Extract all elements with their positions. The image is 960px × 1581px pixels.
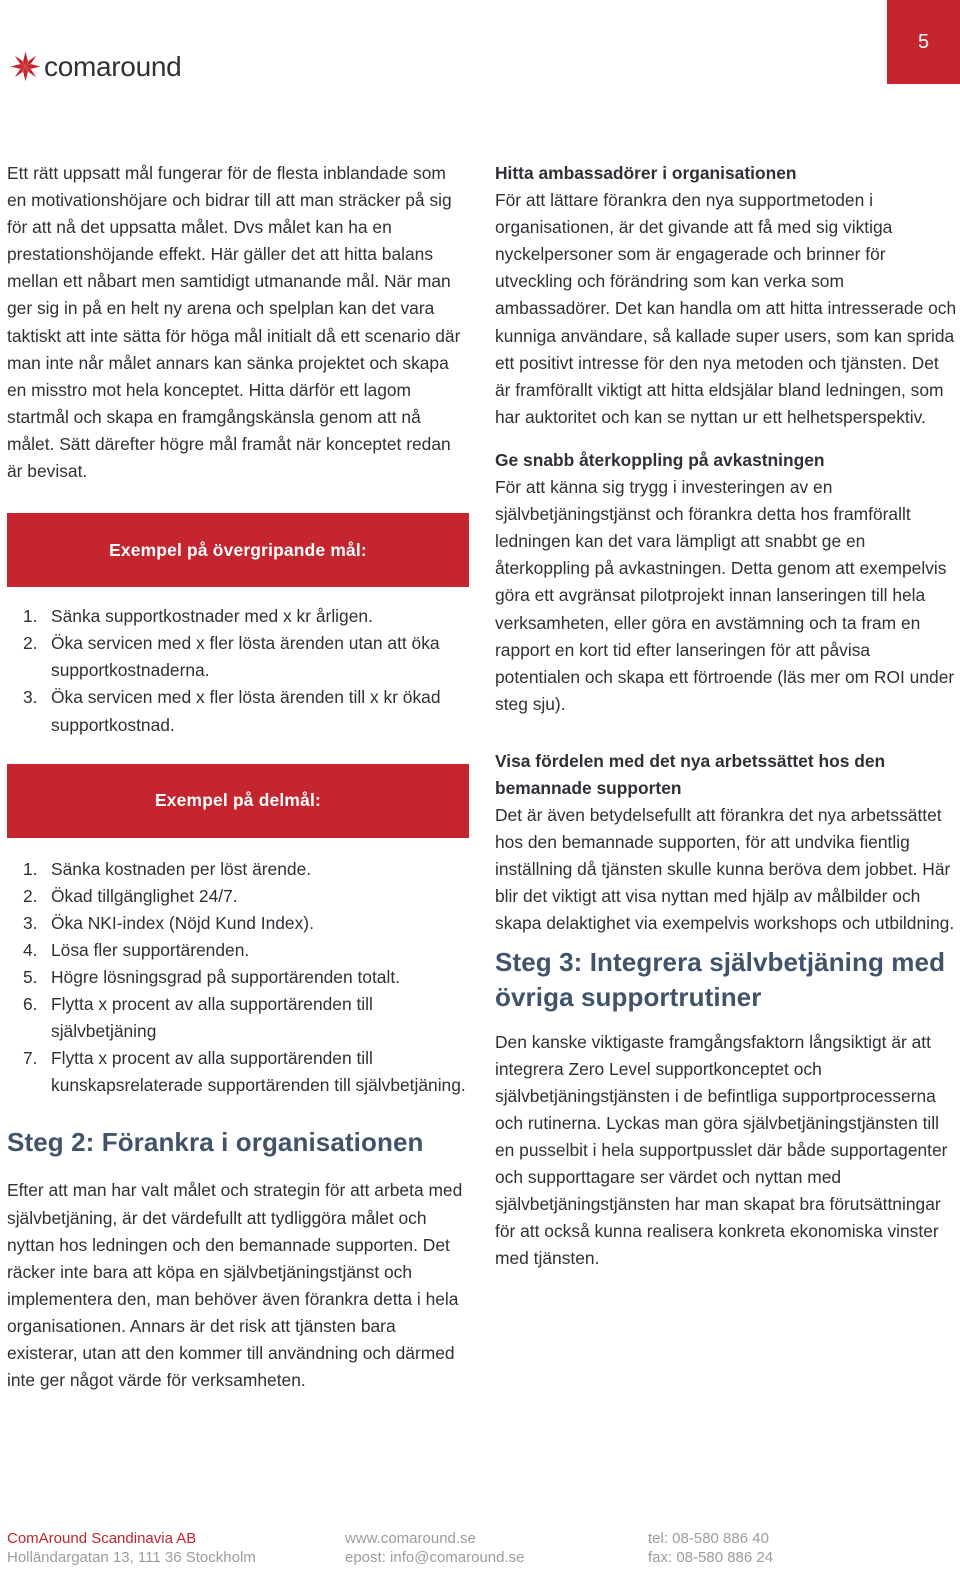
list-item: 3. Öka NKI-index (Nöjd Kund Index). <box>23 912 314 933</box>
heading-step-3: Steg 3: Integrera självbetjäning med övriga supportrutiner <box>495 946 946 1012</box>
section-feedback <box>495 447 957 718</box>
footer-fax: fax: 08-580 886 24 <box>648 1548 774 1566</box>
list-item: 4. Lösa fler supportärenden. <box>23 939 250 960</box>
list-item: 6. Flytta x procent av alla supportärenden till självbetjäning <box>23 994 373 1042</box>
logo-wordmark: comaround <box>44 50 182 82</box>
footer-website-link[interactable]: www.comaround.se <box>345 1530 476 1547</box>
step-2-paragraph: Efter att man har valt målet och strategin för att arbeta med självbetjäning, är det värdefullt att tydliggöra målet och nyttan hos ledningen och den bemannade supporten. Det räcker inte bara att köpa en självbetjäningstjänst och implementera den, man behöver även förankra detta i hela organisationen. Annars är det risk att tjänsten bara existerar, utan att den kommer till användning och därmed inte ger något värde för verksamheten. <box>7 1180 463 1391</box>
footer-tel: tel: 08-580 886 40 <box>648 1530 769 1547</box>
step-3-paragraph: Den kanske viktigaste framgångsfaktorn långsiktigt är att integrera Zero Level supportkonceptet och självbetjäningstjänsten i de befintliga supportprocesserna och rutinerna. Lyckas man göra självbetjäningstjänsten till en pusselbit i hela supportpusslet där både supportagenter och supporttagare ser värdet och nyttan med självbetjäningstjänsten har man skapat bra förutsättningar för att också kunna realisera konkreta ekonomiska vinster med tjänsten. <box>495 1031 948 1269</box>
overall-goals-list <box>7 603 469 738</box>
heading-step-2: Steg 2: Förankra i organisationen <box>7 1127 424 1158</box>
footer-phone <box>648 1530 773 1567</box>
list-item: 7. Flytta x procent av alla supportärenden till kunskapsrelaterade supportärenden till självbetjäning. <box>23 1048 466 1096</box>
star-logo-icon <box>9 50 42 83</box>
section-ambassadors <box>495 160 957 431</box>
sub-goals-list <box>7 856 469 1100</box>
section-title: Visa fördelen med det nya arbetssättet hos den bemannade supporten <box>495 750 886 798</box>
intro-paragraph: Ett rätt uppsatt mål fungerar för de flesta inblandade som en motivationshöjare och bidrar till att man sträcker på sig för att nå det uppsatta målet. Dvs målet kan ha en prestationshöjande effekt. Här gäller det att hitta balans mellan ett nåbart men samtidigt utmanande mål. När man ger sig in på en helt ny arena och spelplan kan det vara taktiskt att inte sätta för höga mål initialt då ett scenario där man inte når målet annars kan sänka projektet och skapa en misstro mot hela konceptet. Hitta därför ett lagom startmål och skapa en framgångskänsla genom att nå målet. Sätt därefter högre mål framåt när konceptet redan är bevisat. <box>7 163 461 482</box>
section-title: Hitta ambassadörer i organisationen <box>495 163 797 183</box>
list-item: 2. Ökad tillgänglighet 24/7. <box>23 885 238 906</box>
section-text: För att känna sig trygg i investeringen av en självbetjäningstjänst och förankra detta hos framförallt ledningen kan det vara lämpligt att snabbt ge en återkoppling på avkastningen. Detta genom att exempelvis göra ett avgränsat pilotprojekt innan lanseringen till hela verksamheten, eller göra en avstämning och ta fram en rapport en kort tid efter lanseringen för att påvisa potentialen och skapa ett förtroende (läs mer om ROI under steg sju). <box>495 477 955 714</box>
section-text: Det är även betydelsefullt att förankra det nya arbetssättet hos den bemannade supporten, för att undvika fientlig inställning då tjänsten skulle kunna beröva dem jobbet. Här blir det viktigt att visa nyttan med hjälp av målbilder och skapa delaktighet via exempelvis workshops och utbildning. <box>495 805 955 934</box>
left-column <box>7 160 469 1394</box>
list-item: 3. Öka servicen med x fler lösta ärenden till x kr ökad supportkostnad. <box>23 687 441 735</box>
section-text: För att lättare förankra den nya supportmetoden i organisationen, är det givande att få med sig viktiga nyckelpersoner som är engagerade och brinner för utveckling och förändring som kan verka som ambassadörer. Det kan handla om att hitta intresserade och kunniga användare, så kallade super users, som kan sprida ett positivt intresse för den nya metoden och tjänsten. Det är framförallt viktigt att hitta eldsjälar bland ledningen, som har auktoritet och kan se nyttan ur ett helhetsperspektiv. <box>495 190 957 427</box>
footer-email-link[interactable]: epost: info@comaround.se <box>345 1548 525 1566</box>
comaround-logo <box>9 50 181 83</box>
page-number: 5 <box>887 0 960 84</box>
section-title: Ge snabb återkoppling på avkastningen <box>495 449 825 470</box>
footer-address: Holländargatan 13, 111 36 Stockholm <box>7 1548 256 1566</box>
right-column <box>495 160 957 1272</box>
list-item: 2. Öka servicen med x fler lösta ärenden utan att öka supportkostnaderna. <box>23 633 440 681</box>
list-item: 1. Sänka kostnaden per löst ärende. <box>23 858 312 879</box>
footer-company-name: ComAround Scandinavia AB <box>7 1530 197 1547</box>
list-item: 1. Sänka supportkostnader med x kr årligen. <box>23 606 373 627</box>
banner-sub-goals: Exempel på delmål: <box>7 764 469 838</box>
footer-company <box>7 1530 256 1567</box>
section-staffed-support <box>495 748 957 938</box>
list-item: 5. Högre lösningsgrad på supportärenden totalt. <box>23 966 401 987</box>
footer-contact <box>345 1530 525 1567</box>
banner-overall-goals: Exempel på övergripande mål: <box>7 513 469 587</box>
